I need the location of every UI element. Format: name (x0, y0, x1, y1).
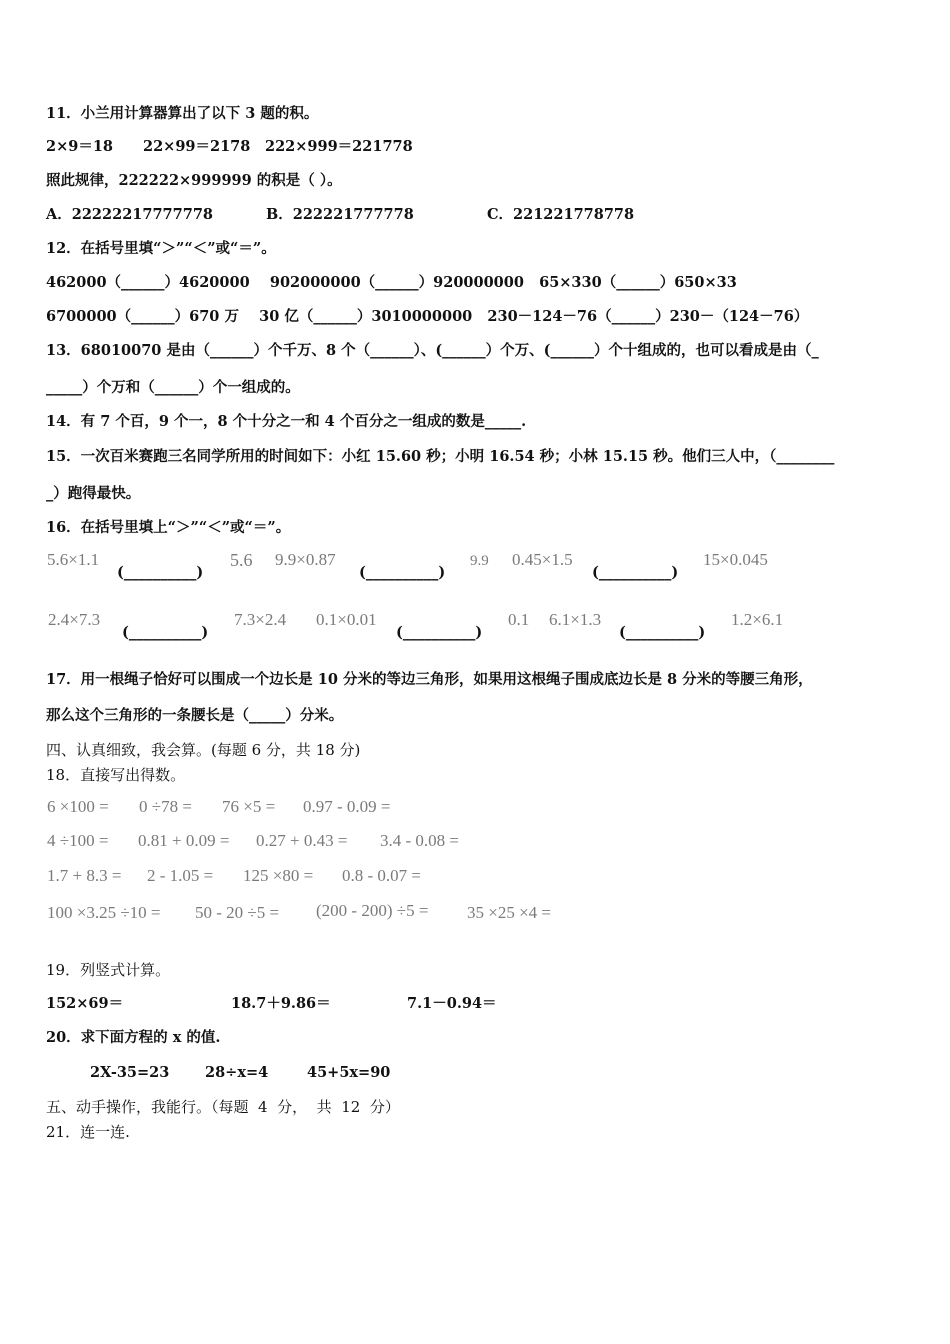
q16-r1-right2: 9.9 (470, 553, 489, 569)
q13-line1: 13．68010070 是由（______）个千万、8 个（______）、(______）个万、(______）个十组成的，也可以看成是由（_ (46, 342, 819, 359)
q16-r2-left2: 0.1×0.01 (316, 610, 377, 629)
q18-r2-c2: 0.81 + 0.09 = (138, 831, 230, 850)
q18-r4-c3: (200 - 200) ÷5 = (316, 901, 429, 920)
q11-stem: 11．小兰用计算器算出了以下 3 题的积。 (46, 105, 319, 122)
q11-eq1: 2×9＝18 (46, 138, 114, 155)
q18-r1-c1: 6 ×100 = (47, 797, 109, 816)
q18-r3-c4: 0.8 - 0.07 = (342, 866, 421, 885)
section-4-heading: 四、认真细致，我会算。(每题 6 分，共 18 分) (46, 741, 361, 759)
q18-r1-c3: 76 ×5 = (222, 797, 276, 816)
q18-r2-c4: 3.4 - 0.08 = (380, 831, 459, 850)
q15-line1: 15．一次百米赛跑三名同学所用的时间如下：小红 15.60 秒；小明 16.54 秒；小林 15.15 秒。他们三人中，（________ (46, 448, 835, 465)
q14-text: 14．有 7 个百，9 个一，8 个十分之一和 4 个百分之一组成的数是_____. (46, 413, 527, 430)
q16-r2-blank3: (__________) (619, 624, 706, 641)
q16-stem: 16．在括号里填上“＞”“＜”或“＝”。 (46, 519, 291, 536)
q16-r1-blank1: (__________) (117, 564, 204, 581)
q17-line2: 那么这个三角形的一条腰长是（_____）分米。 (46, 707, 344, 724)
q11-eq3: 222×999＝221778 (265, 138, 413, 155)
q20-eq3: 45+5x=90 (307, 1064, 391, 1081)
q16-r2-right2: 0.1 (508, 610, 530, 629)
q16-r2-blank2: (__________) (396, 624, 483, 641)
q18-r4-c4: 35 ×25 ×4 = (467, 903, 552, 922)
q18-r2-c3: 0.27 + 0.43 = (256, 831, 348, 850)
q20-eq1: 2X-35=23 (90, 1064, 170, 1081)
q18-r3-c3: 125 ×80 = (243, 866, 314, 885)
q17-line1: 17．用一根绳子恰好可以围成一个边长是 10 分米的等边三角形，如果用这根绳子围成底边长是 8 分米的等腰三角形， (46, 671, 813, 688)
q18-stem: 18．直接写出得数。 (46, 766, 186, 784)
q18-r3-c2: 2 - 1.05 = (147, 866, 214, 885)
q16-r1-blank3: (__________) (592, 564, 679, 581)
q20-stem: 20．求下面方程的 x 的值. (46, 1029, 221, 1046)
q16-r1-right3: 15×0.045 (703, 550, 768, 569)
q11-option-a: A．22222217777778 (46, 206, 213, 223)
q16-r1-right1: 5.6 (230, 550, 253, 570)
q11-option-b: B．222221777778 (266, 206, 414, 223)
q16-r1-left1: 5.6×1.1 (47, 550, 100, 569)
q18-r1-c2: 0 ÷78 = (139, 797, 192, 816)
q16-r2-right3: 1.2×6.1 (731, 610, 784, 629)
q19-stem: 19．列竖式计算。 (46, 961, 171, 979)
q21-stem: 21．连一连. (46, 1123, 130, 1141)
q13-line2: _____）个万和（______）个一组成的。 (46, 379, 300, 396)
q16-r1-left2: 9.9×0.87 (275, 550, 336, 569)
section-5-heading: 五、动手操作，我能行。（每题 4 分， 共 12 分） (46, 1098, 400, 1116)
q19-expr1: 152×69＝ (46, 995, 124, 1012)
q11-ask: 照此规律，222222×999999 的积是（ ）。 (46, 172, 342, 189)
q19-expr2: 18.7＋9.86＝ (231, 995, 331, 1012)
q12-row1: 462000（______）4620000 902000000（______）920000000 65×330（______）650×33 (46, 274, 737, 291)
q15-line2: _）跑得最快。 (46, 485, 141, 502)
q16-r1-blank2: (__________) (359, 564, 446, 581)
q18-r3-c1: 1.7 + 8.3 = (47, 866, 122, 885)
q11-eq2: 22×99＝2178 (143, 138, 251, 155)
q16-r2-right1: 7.3×2.4 (234, 610, 287, 629)
q11-option-c: C．221221778778 (487, 206, 635, 223)
q18-r2-c1: 4 ÷100 = (47, 831, 109, 850)
q16-r2-blank1: (__________) (122, 624, 209, 641)
q12-stem: 12．在括号里填“＞”“＜”或“＝”。 (46, 240, 276, 257)
q19-expr3: 7.1－0.94＝ (407, 995, 497, 1012)
q18-r1-c4: 0.97 - 0.09 = (303, 797, 391, 816)
q16-r2-left1: 2.4×7.3 (48, 610, 101, 629)
q12-row2: 6700000（______）670 万 30 亿（______）3010000000 230－124－76（______）230－（124－76） (46, 308, 809, 325)
q18-r4-c1: 100 ×3.25 ÷10 = (47, 903, 161, 922)
q20-eq2: 28÷x=4 (205, 1064, 269, 1081)
q16-r1-left3: 0.45×1.5 (512, 550, 573, 569)
q18-r4-c2: 50 - 20 ÷5 = (195, 903, 280, 922)
q16-r2-left3: 6.1×1.3 (549, 610, 602, 629)
